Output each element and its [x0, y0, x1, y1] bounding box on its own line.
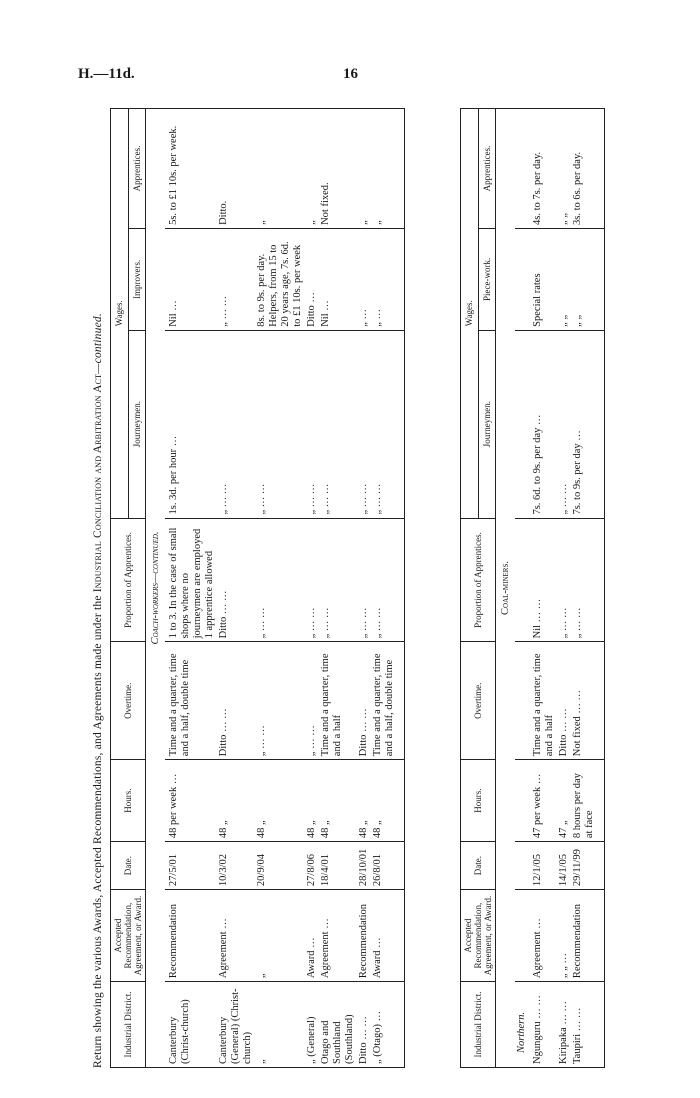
cell-accepted: Recommendation: [571, 890, 605, 982]
cell-district: „ (Otago) …: [371, 982, 405, 1068]
page-number: 16: [343, 66, 358, 82]
cell-district: Canterbury (Christ-church): [165, 982, 217, 1068]
cell-overtime: Not fixed … …: [571, 642, 605, 760]
cell-apprentices: Not fixed.: [319, 109, 357, 229]
cell-date: 18/4/01: [319, 842, 357, 890]
cell-apprentices: „: [357, 109, 371, 229]
rotated-page-content: [92, 106, 612, 1078]
cell-piecework: Special rates: [529, 228, 557, 330]
cell-journeymen: „ … …: [371, 330, 405, 518]
cell-journeymen: „ … …: [305, 330, 319, 518]
cell-overtime: „ … …: [255, 642, 305, 760]
cell-journeymen: 7s. to 9s. per day …: [571, 330, 605, 518]
table-row: [217, 109, 255, 1068]
cell-hours: 48 „: [357, 760, 371, 842]
col-header-journeymen: Journeymen.: [128, 330, 146, 518]
cell-piecework: „ „: [557, 228, 571, 330]
table-caption: Return showing the various Awards, Accepted Recommendations, and Agreements made under the Industrial Conciliation and Arbitration Act—continued.: [92, 313, 104, 1068]
col-header-proportion: Proportion of Apprentices.: [111, 518, 146, 642]
document-reference: H.—11d.: [78, 66, 135, 82]
cell-apprentices: „: [371, 109, 405, 229]
coal-miners-table: [460, 108, 605, 1068]
col-header-accepted: Accepted Recommendation, Agreement, or Award.: [111, 890, 146, 982]
cell-overtime: Time and a quarter, time and a half, double time: [165, 642, 217, 760]
cell-proportion: „ … …: [571, 518, 605, 642]
cell-district: Ngunguru … …: [529, 982, 557, 1068]
cell-overtime: Ditto … …: [217, 642, 255, 760]
table-row: [557, 109, 571, 1068]
cell-apprentices: Ditto.: [217, 109, 255, 229]
table-row: [529, 109, 557, 1068]
table2-body: [496, 109, 605, 1068]
col-header-date: Date.: [111, 842, 146, 890]
cell-apprentices: 4s. to 7s. per day.: [529, 109, 557, 229]
section-heading: Coal-miners.: [496, 109, 516, 1068]
cell-date: 29/11/99: [571, 842, 605, 890]
cell-district: „: [255, 982, 305, 1068]
cell-proportion: „ … …: [255, 518, 305, 642]
cell-improvers: „ …: [357, 228, 371, 330]
cell-date: 27/8/06: [305, 842, 319, 890]
cell-accepted: Agreement …: [529, 890, 557, 982]
cell-apprentices: 3s. to 6s. per day.: [571, 109, 605, 229]
cell-improvers: „ …: [371, 228, 405, 330]
cell-proportion: „ … …: [305, 518, 319, 642]
cell-proportion: „ … …: [557, 518, 571, 642]
cell-hours: 48 „: [319, 760, 357, 842]
cell-piecework: „ „: [571, 228, 605, 330]
col-header-wages: Wages.: [111, 109, 129, 519]
table-row: [305, 109, 319, 1068]
col-header-improvers: Improvers.: [128, 228, 146, 330]
col-header-wages: Wages.: [461, 109, 479, 519]
cell-proportion: „ … …: [371, 518, 405, 642]
cell-date: 26/8/01: [371, 842, 405, 890]
cell-overtime: Time and a quarter, time and a half: [529, 642, 557, 760]
cell-proportion: Ditto … …: [217, 518, 255, 642]
col-header-apprentices: Apprentices.: [478, 109, 496, 229]
cell-district: Canterbury (General) (Christ-church): [217, 982, 255, 1068]
cell-accepted: Recommendation: [357, 890, 371, 982]
cell-district: Ditto … …: [357, 982, 371, 1068]
cell-proportion: Nil … …: [529, 518, 557, 642]
cell-accepted: „: [255, 890, 305, 982]
col-header-journeymen: Journeymen.: [478, 330, 496, 518]
col-header-district: Industrial District.: [461, 982, 496, 1068]
cell-date: 20/9/04: [255, 842, 305, 890]
cell-improvers: Ditto …: [305, 228, 319, 330]
col-header-hours: Hours.: [461, 760, 496, 842]
cell-apprentices: „ „: [557, 109, 571, 229]
cell-overtime: Time and a quarter, time and a half, double time: [371, 642, 405, 760]
cell-journeymen: 1s. 3d. per hour …: [165, 330, 217, 518]
cell-hours: 47 per week …: [529, 760, 557, 842]
cell-overtime: Ditto … …: [557, 642, 571, 760]
cell-journeymen: „ … …: [217, 330, 255, 518]
cell-date: 27/5/01: [165, 842, 217, 890]
table-row: [255, 109, 305, 1068]
cell-accepted: Agreement …: [217, 890, 255, 982]
cell-journeymen: „ … …: [357, 330, 371, 518]
cell-improvers: Nil …: [319, 228, 357, 330]
section-heading: Coach-workers—continued.: [146, 109, 166, 1068]
cell-improvers: Nil …: [165, 228, 217, 330]
cell-hours: 8 hours per day at face: [571, 760, 605, 842]
table-row: [571, 109, 605, 1068]
cell-district: Kiripaka … …: [557, 982, 571, 1068]
cell-apprentices: „: [305, 109, 319, 229]
cell-journeymen: „ … …: [557, 330, 571, 518]
cell-accepted: „ „ …: [557, 890, 571, 982]
cell-hours: 48 per week …: [165, 760, 217, 842]
table-row: [371, 109, 405, 1068]
cell-date: 12/1/05: [529, 842, 557, 890]
cell-district: Otago and Southland (Southland): [319, 982, 357, 1068]
cell-date: 10/3/02: [217, 842, 255, 890]
cell-improvers: „ … …: [217, 228, 255, 330]
col-header-date: Date.: [461, 842, 496, 890]
cell-district: Taupiri … …: [571, 982, 605, 1068]
cell-overtime: Time and a quarter, time and a half: [319, 642, 357, 760]
cell-date: 14/1/05: [557, 842, 571, 890]
cell-improvers: 8s. to 9s. per day. Helpers, from 15 to 20 years age, 7s. 6d. to £1 10s. per week: [255, 228, 305, 330]
cell-apprentices: „: [255, 109, 305, 229]
cell-overtime: „ … …: [305, 642, 319, 760]
col-header-accepted: Accepted Recommendation, Agreement, or Award.: [461, 890, 496, 982]
cell-date: 28/10/01: [357, 842, 371, 890]
col-header-hours: Hours.: [111, 760, 146, 842]
cell-proportion: „ … …: [357, 518, 371, 642]
cell-hours: 48 „: [217, 760, 255, 842]
cell-journeymen: „ … …: [255, 330, 305, 518]
col-header-proportion: Proportion of Apprentices.: [461, 518, 496, 642]
cell-accepted: Recommendation: [165, 890, 217, 982]
cell-hours: 48 „: [255, 760, 305, 842]
col-header-apprentices: Apprentices.: [128, 109, 146, 229]
cell-apprentices: 5s. to £1 10s. per week.: [165, 109, 217, 229]
cell-journeymen: „ … …: [319, 330, 357, 518]
cell-hours: 48 „: [371, 760, 405, 842]
cell-district: „ (General): [305, 982, 319, 1068]
col-header-overtime: Overtime.: [461, 642, 496, 760]
col-header-overtime: Overtime.: [111, 642, 146, 760]
cell-proportion: 1 to 3. In the case of small shops where no journeymen are employed 1 apprentice allowed: [165, 518, 217, 642]
coach-workers-table: [110, 108, 405, 1068]
cell-journeymen: 7s. 6d. to 9s. per day …: [529, 330, 557, 518]
cell-hours: 47 „: [557, 760, 571, 842]
col-header-piecework: Piece-work.: [478, 228, 496, 330]
col-header-district: Industrial District.: [111, 982, 146, 1068]
cell-accepted: Award …: [371, 890, 405, 982]
table-row: [165, 109, 217, 1068]
table-row: [357, 109, 371, 1068]
cell-overtime: Ditto … …: [357, 642, 371, 760]
table1-body: [146, 109, 405, 1068]
table-row: [319, 109, 357, 1068]
cell-proportion: „ … …: [319, 518, 357, 642]
subsection-heading: Northern.: [515, 982, 529, 1068]
cell-accepted: Award …: [305, 890, 319, 982]
cell-hours: 48 „: [305, 760, 319, 842]
cell-accepted: Agreement …: [319, 890, 357, 982]
